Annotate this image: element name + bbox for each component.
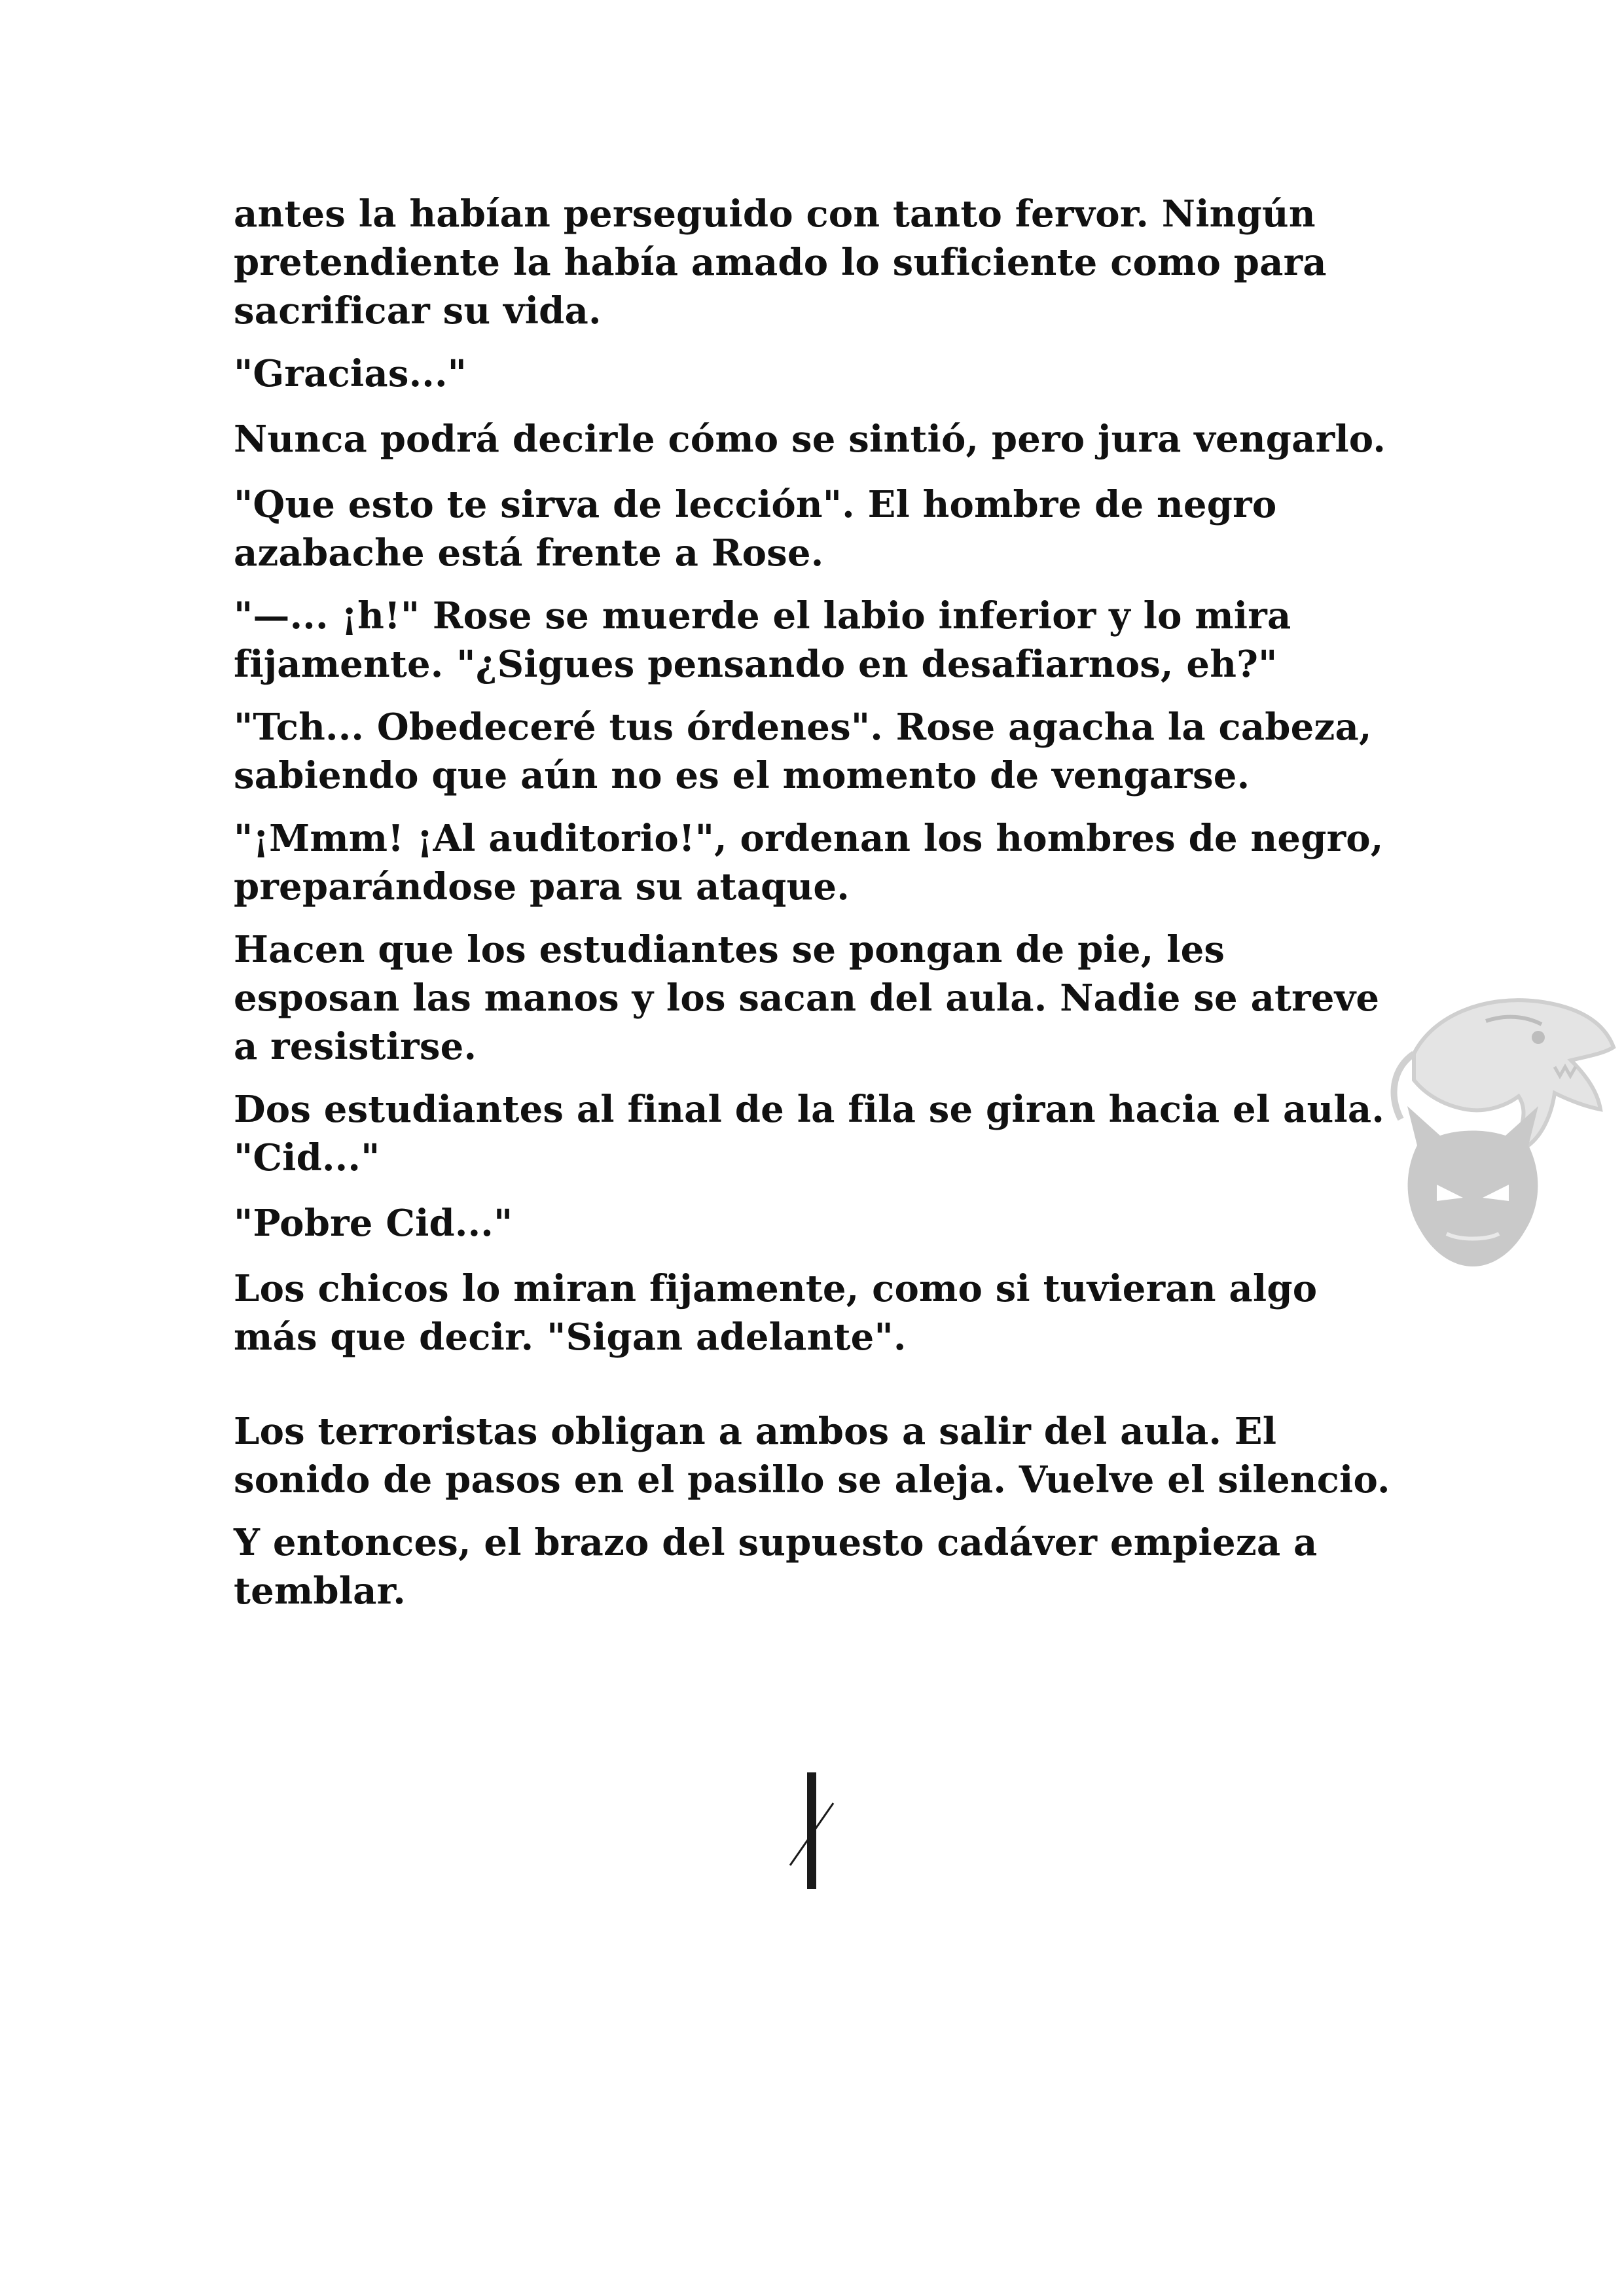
upper-text-block (234, 190, 1399, 1361)
paragraph: Nunca podrá decirle cómo se sintió, pero jura vengarlo. (234, 418, 1386, 461)
dinosaur-and-devil-mask-watermark-icon (1388, 975, 1617, 1289)
paragraph: "Gracias..." (234, 352, 467, 395)
paragraph: antes la habían perseguido con tanto fervor. Ningún pretendiente la había amado lo suficiente como para sacrificar su vida. (234, 192, 1327, 332)
paragraph: Dos estudiantes al final de la fila se giran hacia el aula. "Cid..." (234, 1088, 1385, 1179)
paragraph: Los chicos lo miran fijamente, como si tuvieran algo más que decir. "Sigan adelante". (234, 1267, 1318, 1359)
paragraph: "—... ¡h!" Rose se muerde el labio inferior y lo mira fijamente. "¿Sigues pensando en desafiarnos, eh?" (234, 594, 1291, 686)
paragraph: "Tch... Obedeceré tus órdenes". Rose agacha la cabeza, sabiendo que aún no es el momento de vengarse. (234, 706, 1372, 797)
paragraph: "Pobre Cid..." (234, 1202, 513, 1245)
paragraph: "Que esto te sirva de lección". El hombre de negro azabache está frente a Rose. (234, 483, 1277, 575)
slash-divider-icon (782, 1767, 841, 1898)
paragraph: "¡Mmm! ¡Al auditorio!", ordenan los hombres de negro, preparándose para su ataque. (234, 817, 1384, 908)
paragraph: Los terroristas obligan a ambos a salir del aula. El sonido de pasos en el pasillo se aleja. Vuelve el silencio. (234, 1410, 1390, 1501)
paragraph: Hacen que los estudiantes se pongan de pie, les esposan las manos y los sacan del aula. Nadie se atreve a resistirse. (234, 928, 1380, 1068)
lower-text-block (234, 1407, 1399, 1615)
paragraph: Y entonces, el brazo del supuesto cadáver empieza a temblar. (234, 1521, 1318, 1613)
